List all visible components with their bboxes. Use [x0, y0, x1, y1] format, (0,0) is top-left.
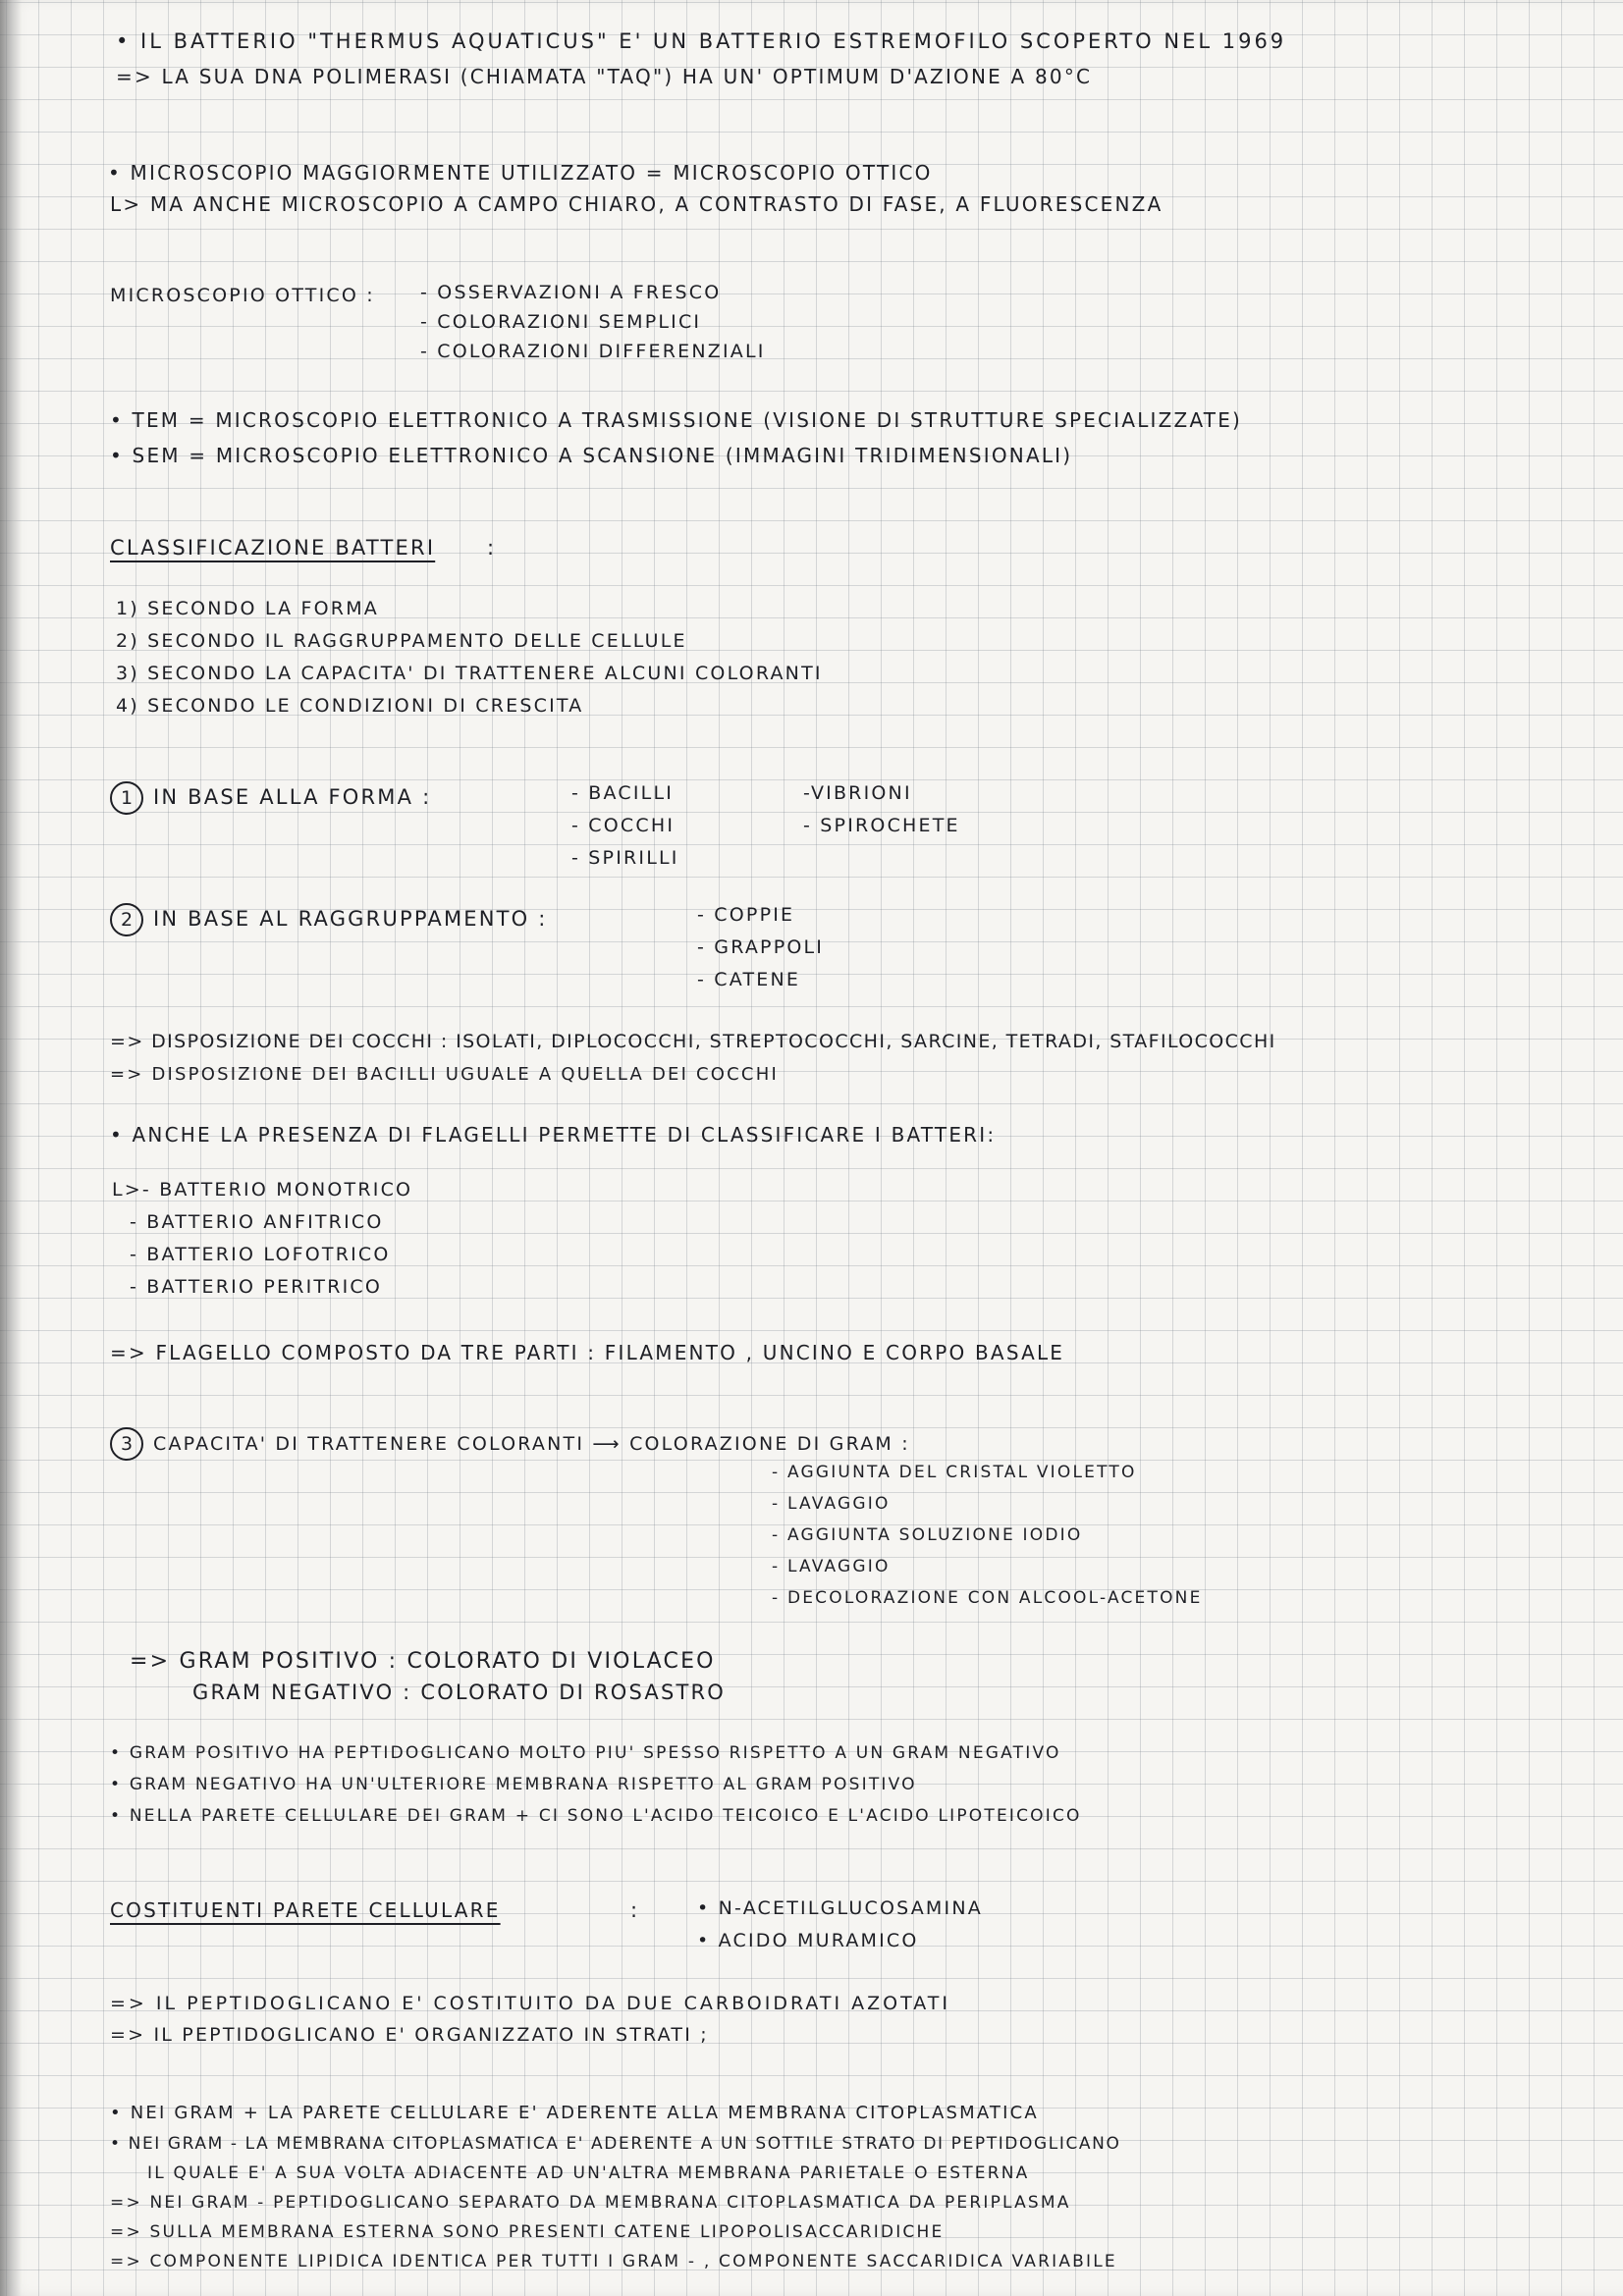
- note-line: => DISPOSIZIONE DEI COCCHI : ISOLATI, DIPLOCOCCHI, STREPTOCOCCHI, SARCINE, TETRADI, STAFILOCOCCHI: [110, 1031, 1276, 1052]
- heading-colon: :: [630, 1898, 640, 1922]
- list-item: -VIBRIONI: [803, 782, 912, 804]
- list-item: - BACILLI: [571, 782, 675, 804]
- note-line: => SULLA MEMBRANA ESTERNA SONO PRESENTI CATENE LIPOPOLISACCARIDICHE: [110, 2222, 945, 2242]
- binding-shadow: [0, 0, 22, 2296]
- list-item: - BATTERIO PERITRICO: [130, 1276, 383, 1298]
- note-line: • NEI GRAM - LA MEMBRANA CITOPLASMATICA E' ADERENTE A UN SOTTILE STRATO DI PEPTIDOGLICANO: [110, 2134, 1121, 2154]
- list-item: - DECOLORAZIONE CON ALCOOL-ACETONE: [772, 1588, 1203, 1608]
- list-item: - GRAPPOLI: [697, 936, 825, 958]
- list-item: • N-ACETILGLUCOSAMINA: [697, 1897, 983, 1919]
- grouping-list: [697, 899, 824, 996]
- list-item: 4) SECONDO LE CONDIZIONI DI CRESCITA: [116, 695, 584, 717]
- list-item: - LAVAGGIO: [772, 1494, 891, 1514]
- list-item: - CATENE: [697, 969, 801, 990]
- circled-number: 3: [110, 1427, 143, 1461]
- list-item: - AGGIUNTA DEL CRISTAL VIOLETTO: [772, 1463, 1137, 1482]
- note-line: => FLAGELLO COMPOSTO DA TRE PARTI : FILAMENTO , UNCINO E CORPO BASALE: [110, 1341, 1065, 1364]
- list-item: 1) SECONDO LA FORMA: [116, 598, 380, 619]
- circled-number: 2: [110, 903, 143, 936]
- section-heading: COSTITUENTI PARETE CELLULARE: [110, 1898, 501, 1922]
- note-line: L> MA ANCHE MICROSCOPIO A CAMPO CHIARO, A CONTRASTO DI FASE, A FLUORESCENZA: [110, 192, 1163, 216]
- list-item: - COLORAZIONI SEMPLICI: [420, 311, 702, 333]
- list-item: 2) SECONDO IL RAGGRUPPAMENTO DELLE CELLULE: [116, 630, 687, 652]
- note-line: [110, 903, 548, 936]
- list-item: L>- BATTERIO MONOTRICO: [112, 1179, 413, 1201]
- list-item: - AGGIUNTA SOLUZIONE IODIO: [772, 1525, 1083, 1545]
- note-line: => COMPONENTE LIPIDICA IDENTICA PER TUTTI I GRAM - , COMPONENTE SACCARIDICA VARIABILE: [110, 2252, 1117, 2271]
- note-line: => DISPOSIZIONE DEI BACILLI UGUALE A QUELLA DEI COCCHI: [110, 1064, 779, 1085]
- note-line: => IL PEPTIDOGLICANO E' ORGANIZZATO IN STRATI ;: [110, 2024, 709, 2046]
- shape-list-1: [571, 777, 679, 875]
- note-line: • MICROSCOPIO MAGGIORMENTE UTILIZZATO = MICROSCOPIO OTTICO: [108, 161, 933, 185]
- list-item: - LAVAGGIO: [772, 1557, 891, 1576]
- note-line: => NEI GRAM - PEPTIDOGLICANO SEPARATO DA MEMBRANA CITOPLASMATICA DA PERIPLASMA: [110, 2193, 1071, 2213]
- note-line: IL QUALE E' A SUA VOLTA ADIACENTE AD UN'ALTRA MEMBRANA PARIETALE O ESTERNA: [147, 2163, 1030, 2183]
- stain-label: CAPACITA' DI TRATTENERE COLORANTI ⟶ COLORAZIONE DI GRAM :: [153, 1433, 910, 1455]
- circled-number: 1: [110, 781, 143, 815]
- wall-components-list: [697, 1893, 983, 1957]
- note-line: • NEI GRAM + LA PARETE CELLULARE E' ADERENTE ALLA MEMBRANA CITOPLASMATICA: [110, 2103, 1039, 2123]
- gram-steps-list: [772, 1457, 1203, 1614]
- note-line: [110, 1427, 910, 1461]
- list-item: - COPPIE: [697, 904, 795, 926]
- shape-list-2: [803, 777, 960, 842]
- heading-colon: :: [487, 536, 497, 560]
- classification-list: [116, 593, 823, 722]
- microscope-list: [420, 278, 766, 366]
- note-line: [110, 781, 431, 815]
- list-item: - SPIRILLI: [571, 847, 679, 869]
- list-item: - BATTERIO ANFITRICO: [130, 1211, 384, 1233]
- note-line: • NELLA PARETE CELLULARE DEI GRAM + CI SONO L'ACIDO TEICOICO E L'ACIDO LIPOTEICOICO: [110, 1806, 1082, 1826]
- note-line: GRAM NEGATIVO : COLORATO DI ROSASTRO: [192, 1681, 727, 1704]
- note-line: • SEM = MICROSCOPIO ELETTRONICO A SCANSIONE (IMMAGINI TRIDIMENSIONALI): [110, 444, 1073, 467]
- microscope-label: MICROSCOPIO OTTICO :: [110, 285, 375, 306]
- note-line: => LA SUA DNA POLIMERASI (CHIAMATA "TAQ") HA UN' OPTIMUM D'AZIONE A 80°C: [116, 65, 1093, 88]
- note-line: • TEM = MICROSCOPIO ELETTRONICO A TRASMISSIONE (VISIONE DI STRUTTURE SPECIALIZZATE): [110, 408, 1243, 432]
- note-line: • ANCHE LA PRESENZA DI FLAGELLI PERMETTE DI CLASSIFICARE I BATTERI:: [110, 1123, 997, 1147]
- list-item: - BATTERIO LOFOTRICO: [130, 1244, 391, 1265]
- list-item: - COLORAZIONI DIFFERENZIALI: [420, 341, 766, 362]
- note-line: • IL BATTERIO "THERMUS AQUATICUS" E' UN BATTERIO ESTREMOFILO SCOPERTO NEL 1969: [116, 29, 1287, 53]
- list-item: - SPIROCHETE: [803, 815, 960, 836]
- flagella-list: [112, 1174, 412, 1304]
- list-item: • ACIDO MURAMICO: [697, 1930, 919, 1951]
- list-item: - COCCHI: [571, 815, 676, 836]
- grouping-label: IN BASE AL RAGGRUPPAMENTO :: [153, 907, 548, 931]
- section-heading: CLASSIFICAZIONE BATTERI: [110, 536, 436, 560]
- shape-label: IN BASE ALLA FORMA :: [153, 785, 432, 809]
- note-line: => IL PEPTIDOGLICANO E' COSTITUITO DA DUE CARBOIDRATI AZOTATI: [110, 1993, 950, 2014]
- note-line: • GRAM NEGATIVO HA UN'ULTERIORE MEMBRANA RISPETTO AL GRAM POSITIVO: [110, 1775, 917, 1794]
- list-item: 3) SECONDO LA CAPACITA' DI TRATTENERE ALCUNI COLORANTI: [116, 663, 823, 684]
- note-line: • GRAM POSITIVO HA PEPTIDOGLICANO MOLTO PIU' SPESSO RISPETTO A UN GRAM NEGATIVO: [110, 1743, 1061, 1763]
- list-item: - OSSERVAZIONI A FRESCO: [420, 282, 722, 303]
- note-line: => GRAM POSITIVO : COLORATO DI VIOLACEO: [130, 1649, 716, 1674]
